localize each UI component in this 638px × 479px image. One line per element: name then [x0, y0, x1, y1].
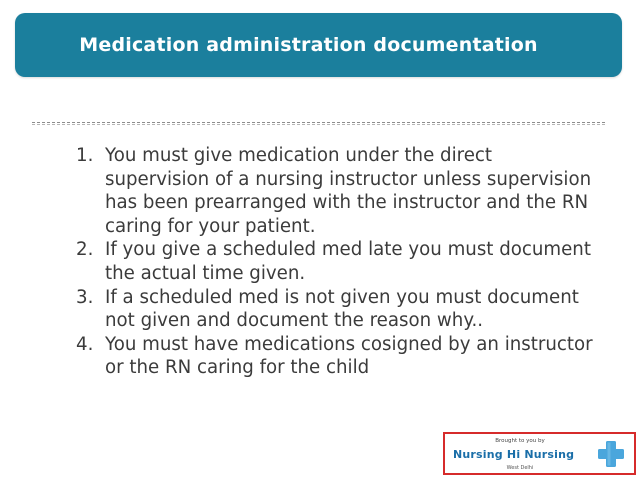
list-item	[76, 144, 596, 238]
list-item	[76, 238, 596, 285]
logo-location: West Delhi	[506, 465, 534, 471]
list-item-text: You must have medications cosigned by an instructor or the RN caring for the child	[105, 333, 593, 379]
list-item-text: You must give medication under the direct supervision of a nursing instructor unless supervision has been prearranged with the instructor and the RN caring for your patient.	[105, 145, 592, 237]
page-title: Medication administration documentation	[79, 34, 538, 56]
sponsor-logo	[443, 432, 636, 475]
list-item-number: 3.	[76, 286, 94, 308]
instruction-list	[76, 144, 596, 380]
divider	[32, 122, 605, 123]
list-item-number: 1.	[76, 145, 94, 166]
title-banner	[15, 13, 622, 77]
list-item	[76, 333, 596, 380]
medical-cross-icon	[596, 439, 626, 469]
list-item-number: 2.	[76, 239, 94, 261]
list-item-text: If you give a scheduled med late you must document the actual time given.	[105, 239, 591, 284]
logo-brand: Nursing Hi Nursing	[453, 448, 575, 461]
divider-shadow	[32, 124, 605, 125]
list-item	[76, 286, 596, 333]
logo-tagline: Brought to you by	[495, 438, 545, 444]
list-item-number: 4.	[76, 333, 94, 355]
list-item-text: If a scheduled med is not given you must document not given and document the reason why..	[105, 286, 579, 332]
